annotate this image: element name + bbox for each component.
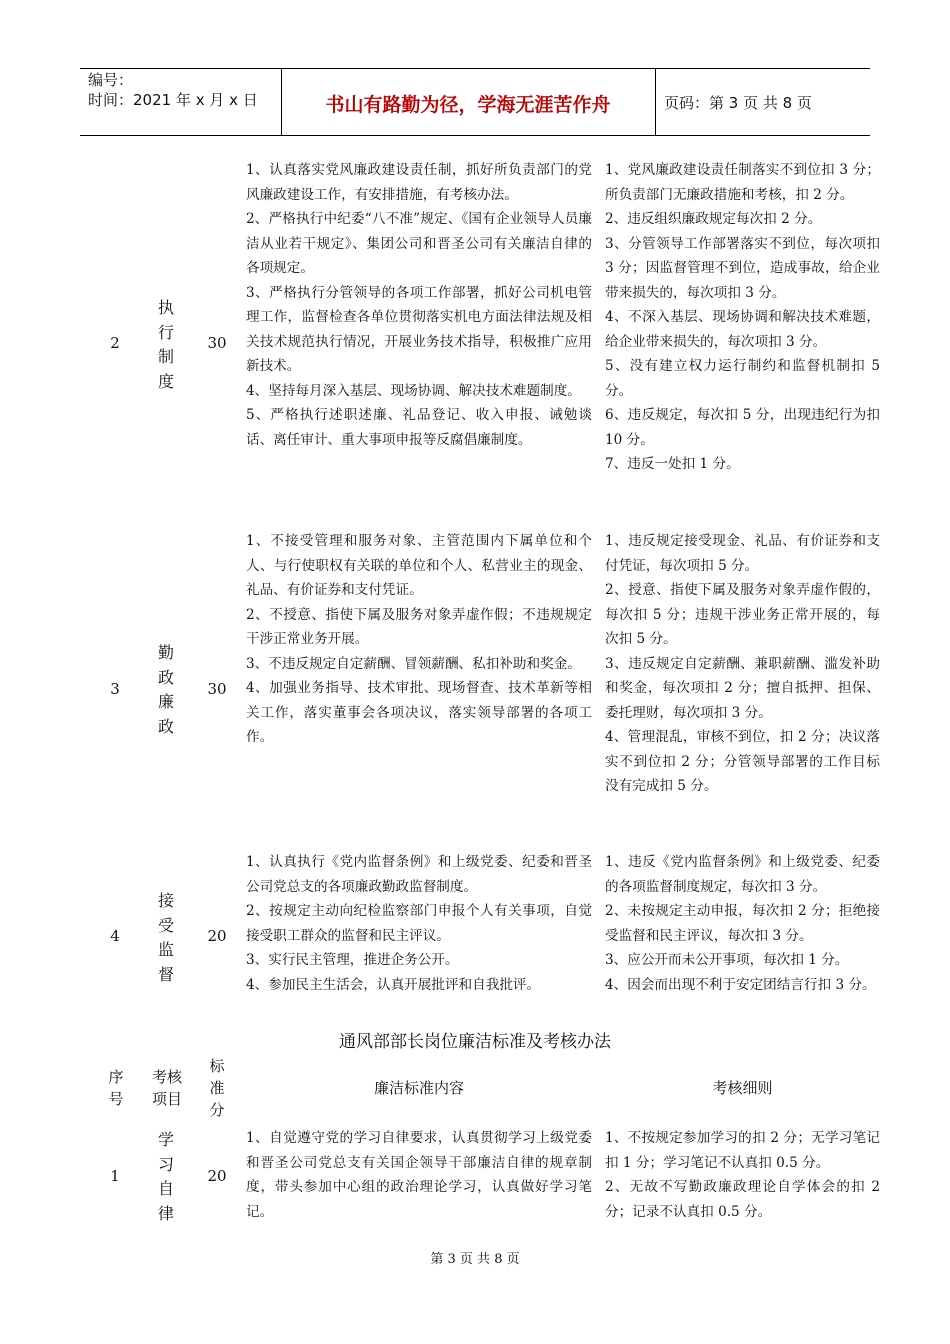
header-bottom-rule xyxy=(80,135,870,136)
row-rules xyxy=(605,850,880,997)
row-number: 1 xyxy=(110,1167,120,1185)
header-motto: 书山有路勤为径，学海无涯苦作舟 xyxy=(325,94,611,116)
page-footer: 第 3 页 共 8 页 xyxy=(430,1252,520,1267)
rule-item: 1、违反《党内监督条例》和上级党委、纪委的各项监督制度规定，每次扣 3 分。 xyxy=(605,854,880,895)
header-score xyxy=(200,1055,234,1121)
rule-item: 4、管理混乱，审核不到位，扣 2 分；决议落实不到位扣 2 分；分管领导部署的工作目标没有完成扣 5 分。 xyxy=(605,729,880,794)
row-content xyxy=(246,529,592,750)
row-item-char: 自 xyxy=(157,1179,174,1198)
rule-item: 4、因会而出现不利于安定团结言行扣 3 分。 xyxy=(605,976,876,993)
rule-item: 2、未按规定主动申报，每次扣 2 分；拒绝接受监督和民主评议，每次扣 3 分。 xyxy=(605,903,880,944)
row-item-char: 制 xyxy=(157,347,174,366)
rule-item: 1、党风廉政建设责任制落实不到位扣 3 分；所负责部门无廉政措施和考核，扣 2 分。 xyxy=(605,162,880,203)
header-score-char: 分 xyxy=(209,1101,225,1119)
row-number: 3 xyxy=(110,680,120,698)
rule-item: 3、分管领导工作部署落实不到位，每次项扣 3 分；因监督管理不到位，造成事故，给企业带来损失的，每次项扣 3 分。 xyxy=(605,235,880,301)
row-item-char: 督 xyxy=(157,964,174,984)
row-content xyxy=(246,158,592,452)
row-rules xyxy=(605,158,880,477)
table-row xyxy=(80,850,880,1010)
row-content xyxy=(246,1126,592,1224)
content-item: 1、不接受管理和服务对象、主管范围内下属单位和个人、与行使职权有关联的单位和个人、私营业主的现金、礼品、有价证券和支付凭证。 xyxy=(246,533,592,598)
row-item xyxy=(152,1128,180,1226)
row-score: 30 xyxy=(207,680,227,698)
content-item: 2、严格执行中纪委“八不准”规定、《国有企业领导人员廉洁从业若干规定》、集团公司和晋圣公司有关廉洁自律的各项规定。 xyxy=(246,211,592,276)
row-item-char: 度 xyxy=(157,371,174,391)
rule-item: 2、违反组织廉政规定每次扣 2 分。 xyxy=(605,211,822,227)
section-title: 通风部部长岗位廉洁标准及考核办法 xyxy=(339,1032,611,1052)
header-item-line: 考核 xyxy=(151,1068,182,1086)
content-item: 3、实行民主管理，推进企务公开。 xyxy=(246,952,459,968)
row-item xyxy=(152,641,180,739)
row-rules xyxy=(605,529,880,799)
content-item: 3、严格执行分管领导的各项工作部署，抓好公司机电管理工作，监督检查各单位贯彻落实机电方面法律法规及相关技术规范执行情况，开展业务技术指导，积极推广应用新技术。 xyxy=(246,284,592,374)
content-item: 2、按规定主动向纪检监察部门申报个人有关事项，自觉接受职工群众的监督和民主评议。 xyxy=(246,903,592,944)
rule-item: 6、违反规定，每次扣 5 分，出现违纪行为扣 10 分。 xyxy=(605,407,880,448)
content-item: 1、认真执行《党内监督条例》和上级党委、纪委和晋圣公司党总支的各项廉政勤政监督制度。 xyxy=(246,854,592,895)
header-meta xyxy=(88,70,258,110)
content-item: 5、严格执行述职述廉、礼品登记、收入申报、诫勉谈话、离任审计、重大事项申报等反腐倡廉制度。 xyxy=(246,407,592,448)
rule-item: 4、不深入基层、现场协调和解决技术难题，给企业带来损失的，每次项扣 3 分。 xyxy=(605,309,880,350)
rule-item: 7、违反一处扣 1 分。 xyxy=(605,456,740,472)
header-item-line: 项目 xyxy=(151,1090,182,1108)
row-item-char: 政 xyxy=(157,716,174,736)
row-item-char: 习 xyxy=(157,1154,174,1174)
rule-item: 3、应公开而未公开事项，每次扣 1 分。 xyxy=(605,952,849,968)
content-item: 4、坚持每月深入基层、现场协调、解决技术难题制度。 xyxy=(246,382,581,399)
header-no-char: 序 xyxy=(108,1068,124,1086)
row-item xyxy=(152,889,180,987)
content-item: 1、认真落实党风廉政建设责任制，抓好所负责部门的党风廉政建设工作，有安排措施，有考核办法。 xyxy=(246,162,592,203)
row-item-char: 行 xyxy=(157,322,174,342)
row-score: 30 xyxy=(207,334,227,352)
row-item xyxy=(152,296,180,394)
header-no-char: 号 xyxy=(108,1090,124,1108)
row-item-char: 勤 xyxy=(157,643,174,662)
content-item: 2、不授意、指使下属及服务对象弄虚作假；不违规规定干涉正常业务开展。 xyxy=(246,606,592,647)
header-no xyxy=(96,1066,136,1110)
rule-item: 1、违反规定接受现金、礼品、有价证券和支付凭证，每次项扣 5 分。 xyxy=(605,533,880,574)
row-number: 4 xyxy=(110,927,120,945)
row-item-char: 监 xyxy=(157,940,174,959)
row-item-char: 政 xyxy=(157,667,174,687)
row-item-char: 接 xyxy=(157,891,174,910)
header-rules: 考核细则 xyxy=(712,1079,773,1097)
content-item: 3、不违反规定自定薪酬、冒领薪酬、私扣补助和奖金。 xyxy=(246,655,581,672)
row-item-char: 执 xyxy=(157,298,174,317)
table-row xyxy=(80,158,880,508)
rule-item: 1、不按规定参加学习的扣 2 分；无学习笔记扣 1 分；学习笔记不认真扣 0.5 分。 xyxy=(605,1130,880,1171)
row-score: 20 xyxy=(207,1167,227,1185)
header-score-char: 准 xyxy=(209,1079,225,1097)
row-rules xyxy=(605,1126,880,1224)
row-number: 2 xyxy=(110,334,120,352)
header-item xyxy=(140,1066,194,1110)
header-top-rule xyxy=(80,68,870,69)
doc-number-label: 编号： xyxy=(88,71,134,89)
header-score-char: 标 xyxy=(209,1057,225,1075)
header-divider-left xyxy=(281,68,282,135)
row-item-char: 受 xyxy=(157,915,174,935)
row-item-char: 律 xyxy=(157,1203,174,1223)
row-score: 20 xyxy=(207,927,227,945)
rule-item: 2、无故不写勤政廉政理论自学体会的扣 2 分；记录不认真扣 0.5 分。 xyxy=(605,1179,880,1220)
content-item: 1、自觉遵守党的学习自律要求，认真贯彻学习上级党委和晋圣公司党总支有关国企领导干部廉洁自律的规章制度，带头参加中心组的政治理论学习，认真做好学习笔记。 xyxy=(246,1130,592,1220)
rule-item: 5、没有建立权力运行制约和监督机制扣 5 分。 xyxy=(605,358,880,399)
table-row xyxy=(80,1126,880,1236)
row-item-char: 廉 xyxy=(157,692,174,711)
rule-item: 3、违反规定自定薪酬、兼职薪酬、滥发补助和奖金，每次项扣 2 分；擅自抵押、担保、委托理财，每次项扣 3 分。 xyxy=(605,655,880,721)
rule-item: 2、授意、指使下属及服务对象弄虚作假的，每次扣 5 分；违规干涉业务正常开展的，每次扣 5 分。 xyxy=(605,582,880,647)
content-item: 4、加强业务指导、技术审批、现场督查、技术革新等相关工作，落实董事会各项决议，落实领导部署的各项工作。 xyxy=(246,680,592,745)
row-item-char: 学 xyxy=(157,1130,174,1149)
doc-time-label: 时间：2021 年 x 月 x 日 xyxy=(88,91,258,109)
header-divider-right xyxy=(655,68,656,135)
header-content: 廉洁标准内容 xyxy=(373,1079,464,1097)
table-row xyxy=(80,529,880,809)
header-page-label: 页码：第 3 页 共 8 页 xyxy=(664,94,812,112)
content-item: 4、参加民主生活会，认真开展批评和自我批评。 xyxy=(246,976,541,993)
row-content xyxy=(246,850,592,997)
